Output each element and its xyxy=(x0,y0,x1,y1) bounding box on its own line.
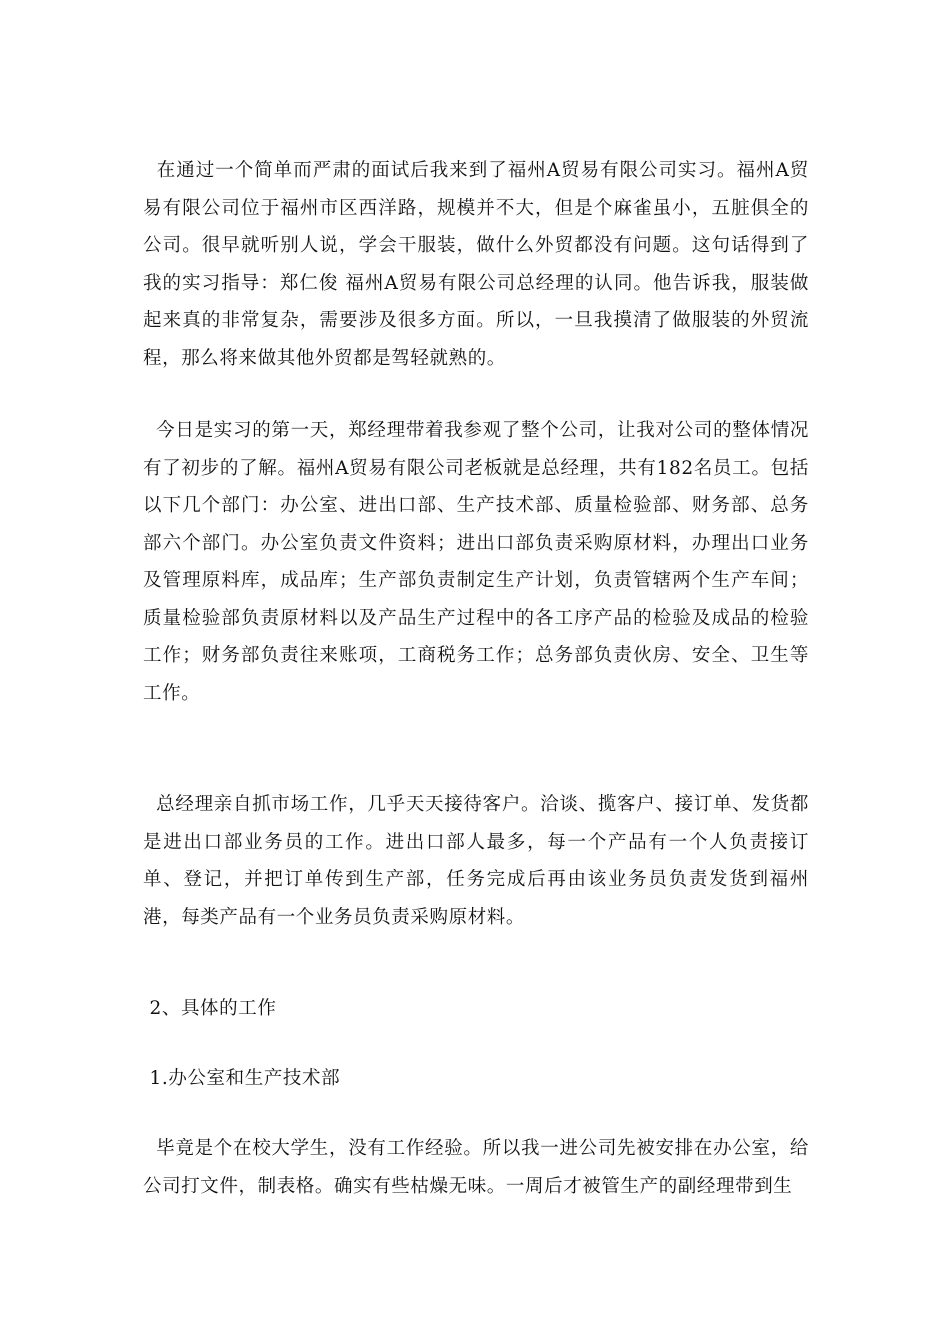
subsection-heading-office: 1.办公室和生产技术部 xyxy=(143,1068,341,1089)
paragraph-office-work: 毕竟是个在校大学生，没有工作经验。所以我一进公司先被安排在办公室，给公司打文件，制表格。确实有些枯燥无味。一周后才被管生产的副经理带到生 xyxy=(143,1138,809,1197)
section-heading-specific-work: 2、具体的工作 xyxy=(143,998,277,1019)
paragraph-general-manager: 总经理亲自抓市场工作，几乎天天接待客户。洽谈、揽客户、接订单、发货都是进出口部业务员的工作。进出口部人最多，每一个产品有一个人负责接订单、登记，并把订单传到生产部，任务完成后再由该业务员负责发货到福州港，每类产品有一个业务员负责采购原材料。 xyxy=(143,794,809,928)
paragraph-interview: 在通过一个简单而严肃的面试后我来到了福州A贸易有限公司实习。福州A贸易有限公司位于福州市区西洋路，规模并不大，但是个麻雀虽小，五脏俱全的公司。很早就听别人说，学会干服装，做什么外贸都没有问题。这句话得到了我的实习指导：郑仁俊 福州A贸易有限公司总经理的认同。他告诉我，服装做起来真的非常复杂，需要涉及很多方面。所以，一旦我摸清了做服装的外贸流程，那么将来做其他外贸都是驾轻就熟的。 xyxy=(143,160,810,369)
paragraph-first-day: 今日是实习的第一天，郑经理带着我参观了整个公司，让我对公司的整体情况有了初步的了解。福州A贸易有限公司老板就是总经理，共有182名员工。包括以下几个部门：办公室、进出口部、生产技术部、质量检验部、财务部、总务部六个部门。办公室负责文件资料；进出口部负责采购原材料，办理出口业务及管理原料库，成品库；生产部负责制定生产计划，负责管辖两个生产车间；质量检验部负责原材料以及产品生产过程中的各工序产品的检验及成品的检验工作；财务部负责往来账项，工商税务工作；总务部负责伙房、安全、卫生等工作。 xyxy=(143,420,809,704)
